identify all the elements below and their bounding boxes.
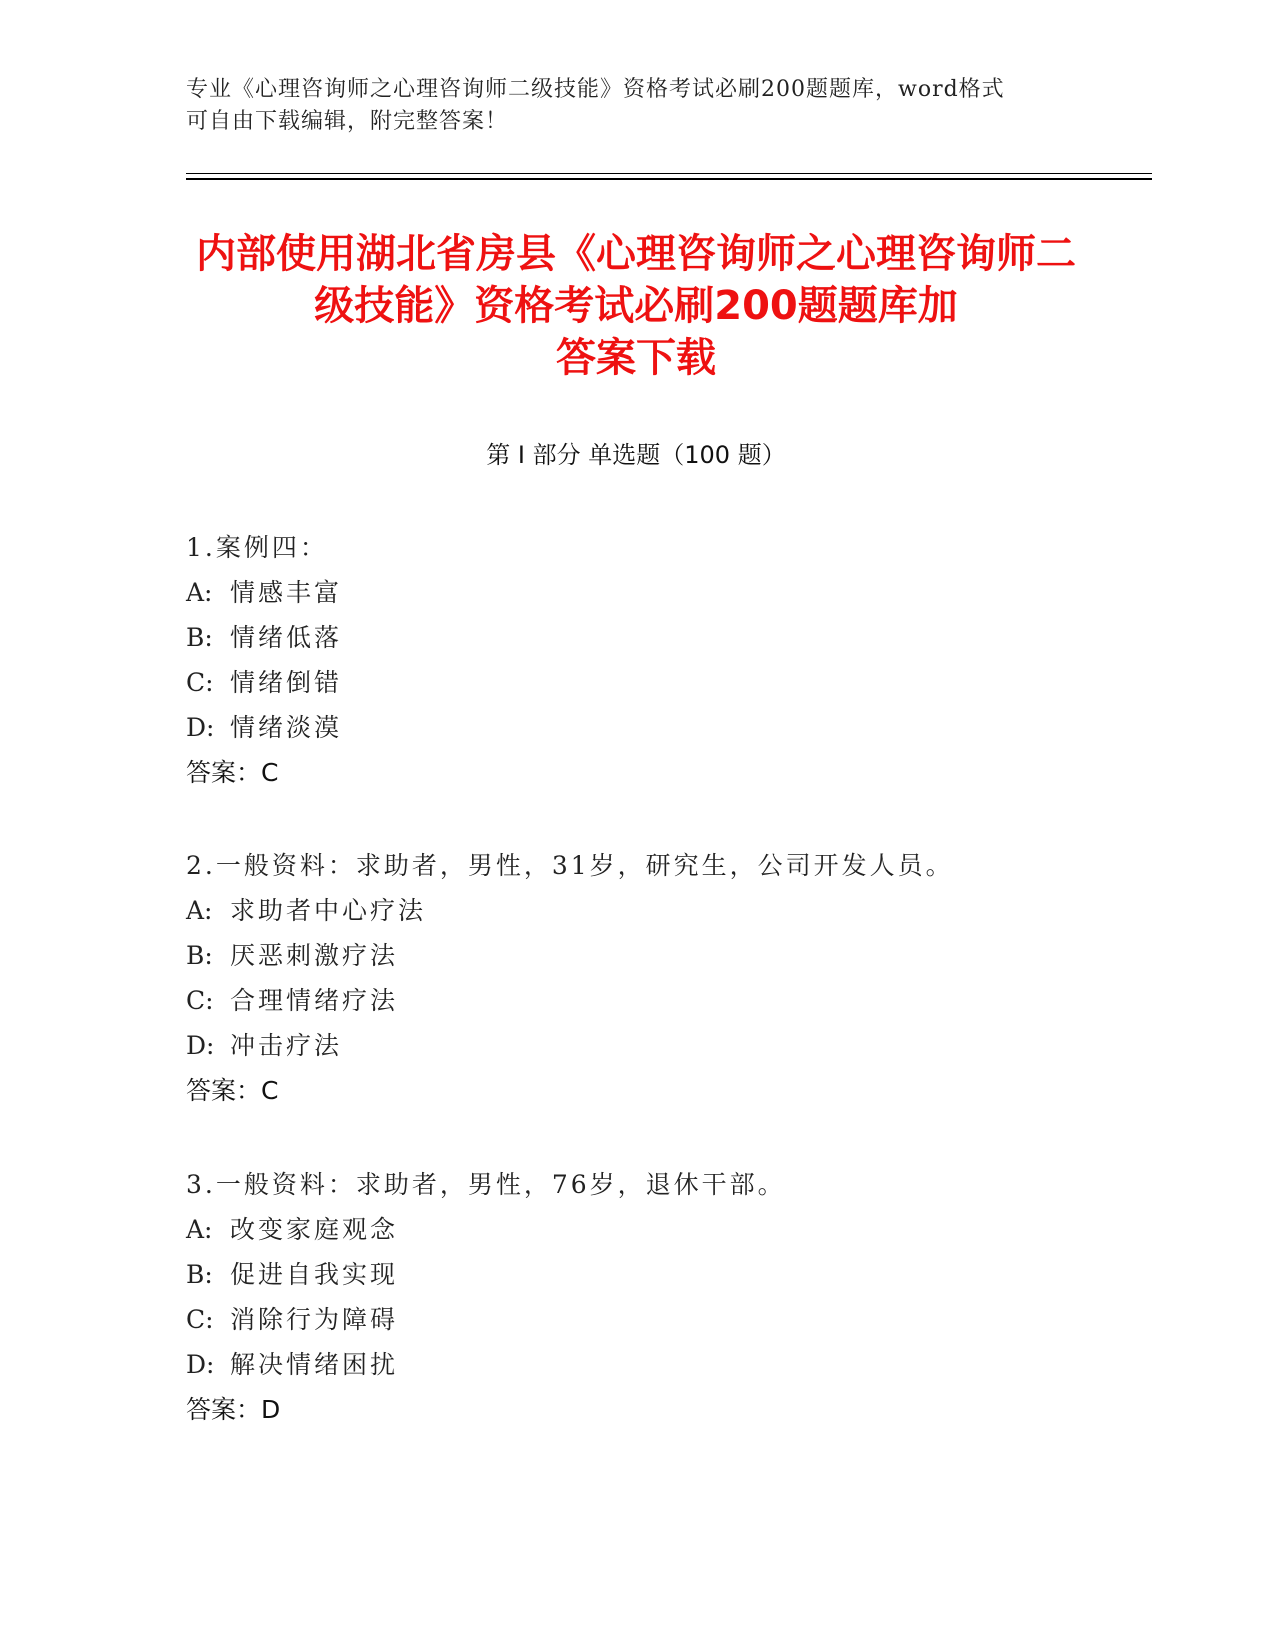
document-title-line-2: 答案下载 [556,335,716,381]
question-block-2 [186,843,1086,1113]
option-letter: D: [186,1350,215,1379]
option-letter: D: [186,1031,215,1060]
question-block-3 [186,1162,1086,1432]
option-text: 冲击疗法 [230,1031,343,1060]
section-heading: 第 I 部分 单选题（100 题） [486,441,786,469]
question-text: 2.一般资料：求助者，男性，31岁，研究生，公司开发人员。 [186,851,954,880]
option-text: 求助者中心疗法 [230,896,427,925]
option-letter: C: [186,668,214,697]
option-d [186,705,1086,750]
option-letter: A: [186,578,213,607]
option-d [186,1023,1086,1068]
option-text: 改变家庭观念 [230,1215,399,1244]
document-title-line-1: 内部使用湖北省房县《心理咨询师之心理咨询师二级技能》资格考试必刷200题题库加 [196,231,1076,329]
option-a [186,888,1086,933]
option-text: 消除行为障碍 [230,1305,399,1334]
answer-line: 答案：D [186,1395,281,1424]
header-divider-thick [186,178,1152,180]
header-note [186,74,1066,138]
question-text: 3.一般资料：求助者，男性，76岁，退休干部。 [186,1170,786,1199]
option-letter: C: [186,1305,214,1334]
option-c [186,978,1086,1023]
option-text: 情感丰富 [230,578,343,607]
header-note-line-2: 可自由下载编辑，附完整答案！ [186,109,509,134]
document-title [186,228,1086,384]
header-note-line-1: 专业《心理咨询师之心理咨询师二级技能》资格考试必刷200题题库，word格式 [186,77,1005,102]
option-a [186,570,1086,615]
option-letter: D: [186,713,215,742]
option-letter: B: [186,941,213,970]
option-text: 情绪低落 [230,623,343,652]
option-c [186,1297,1086,1342]
option-text: 解决情绪困扰 [230,1350,399,1379]
option-b [186,1252,1086,1297]
option-text: 情绪倒错 [230,668,343,697]
header-divider-thin [186,173,1152,174]
answer-line: 答案：C [186,1076,279,1105]
option-text: 情绪淡漠 [230,713,343,742]
option-b [186,615,1086,660]
option-text: 合理情绪疗法 [230,986,399,1015]
option-d [186,1342,1086,1387]
option-letter: A: [186,896,213,925]
question-block-1 [186,525,1086,795]
option-letter: C: [186,986,214,1015]
option-a [186,1207,1086,1252]
question-text: 1.案例四： [186,533,328,562]
option-b [186,933,1086,978]
option-letter: B: [186,623,213,652]
answer-line: 答案：C [186,758,279,787]
option-c [186,660,1086,705]
option-letter: B: [186,1260,213,1289]
option-text: 厌恶刺激疗法 [230,941,399,970]
option-text: 促进自我实现 [230,1260,399,1289]
option-letter: A: [186,1215,213,1244]
